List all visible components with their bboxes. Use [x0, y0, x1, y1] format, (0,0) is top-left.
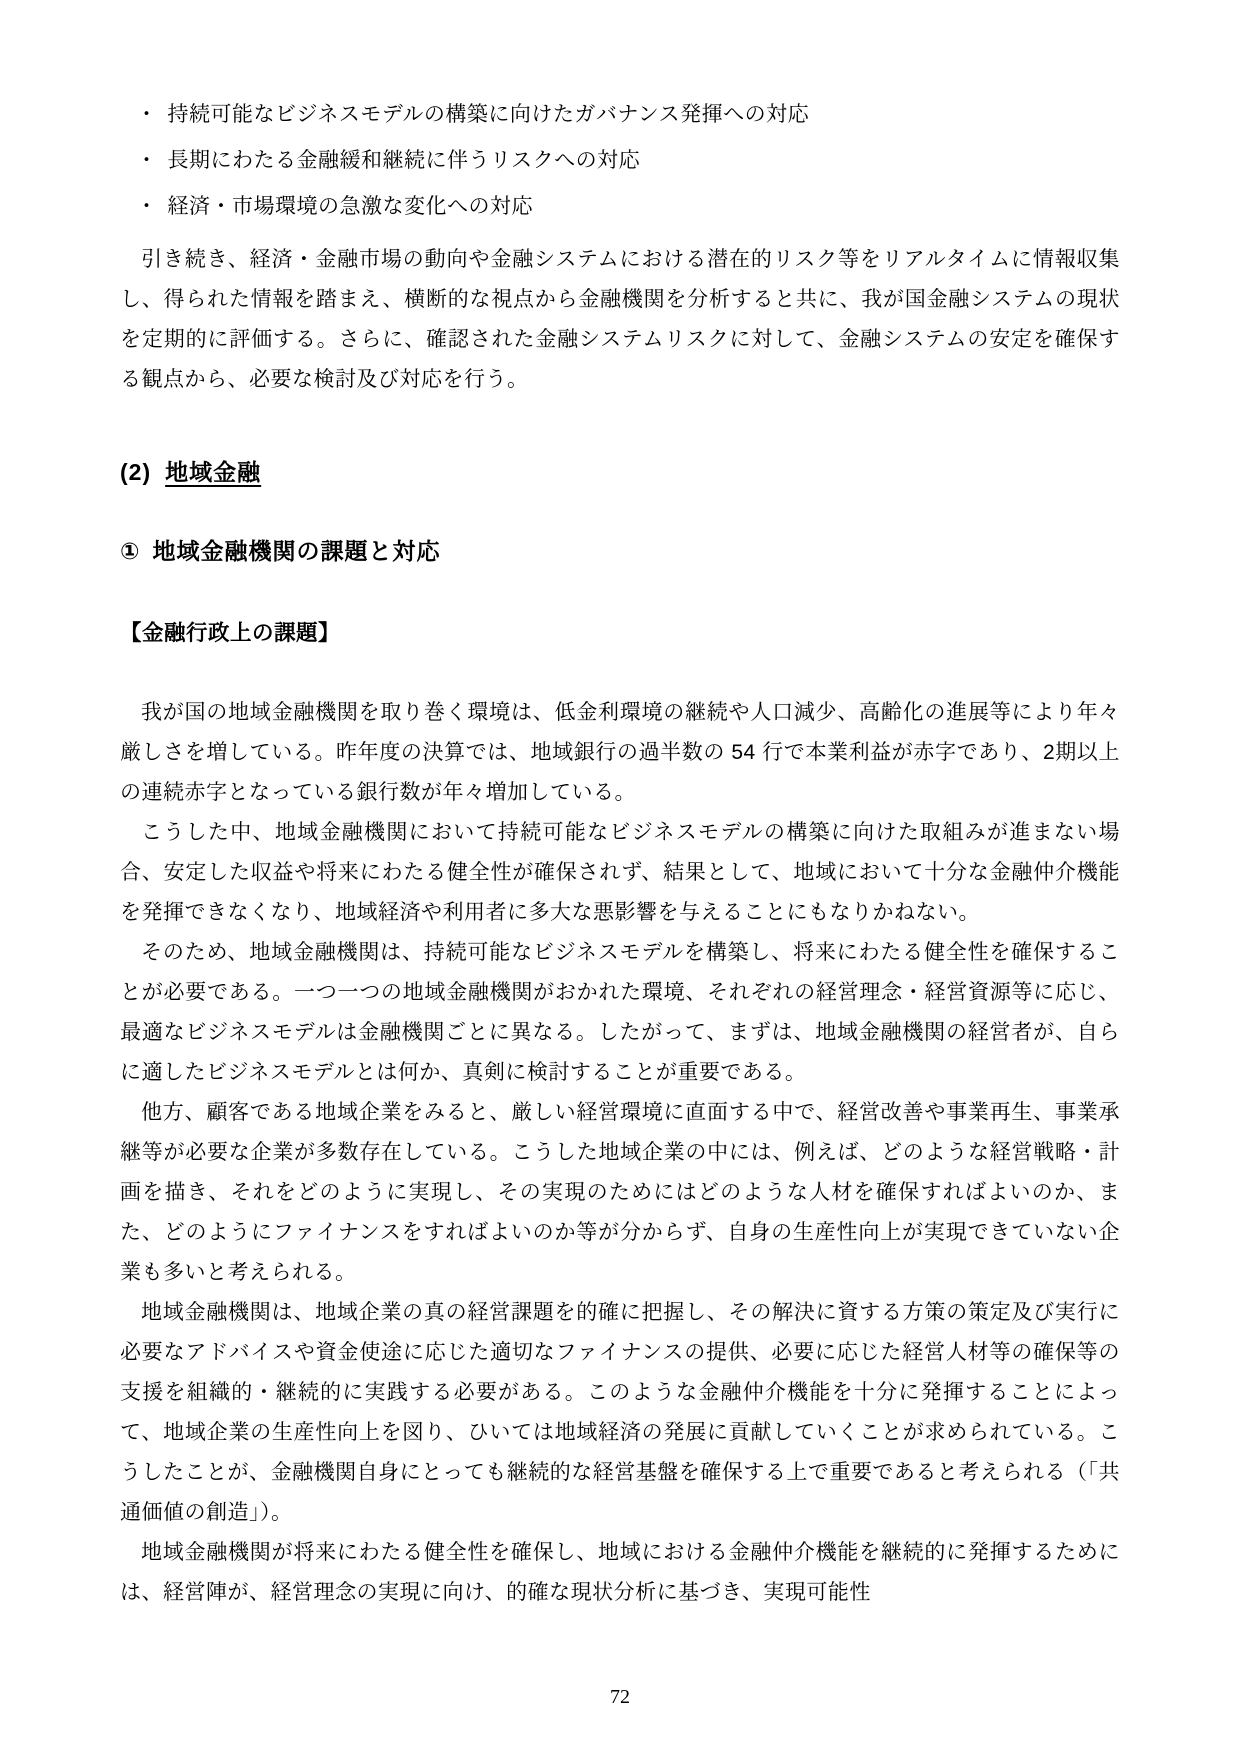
- intro-paragraph: 引き続き、経済・金融市場の動向や金融システムにおける潜在的リスク等をリアルタイムに情報収集し、得られた情報を踏まえ、横断的な視点から金融機関を分析すると共に、我が国金融システムの現状を定期的に評価する。さらに、確認された金融システムリスクに対して、金融システムの安定を確保する観点から、必要な検討及び対応を行う。: [120, 248, 1120, 391]
- bullet-text: 長期にわたる金融緩和継続に伴うリスクへの対応: [167, 149, 641, 172]
- subsection-number-icon: ①: [120, 538, 141, 564]
- page-number: 72: [610, 1686, 630, 1708]
- body-text: [120, 693, 1120, 1613]
- topic-label: 【金融行政上の課題】: [120, 621, 341, 645]
- body-paragraph: 我が国の地域金融機関を取り巻く環境は、低金利環境の継続や人口減少、高齢化の進展等により年々厳しさを増している。昨年度の決算では、地域銀行の過半数の 54 行で本業利益が赤字であり、2期以上の連続赤字となっている銀行数が年々増加している。: [120, 701, 1120, 804]
- section-title: 地域金融: [165, 459, 262, 485]
- body-paragraph: そのため、地域金融機関は、持続可能なビジネスモデルを構築し、将来にわたる健全性を確保することが必要である。一つ一つの地域金融機関がおかれた環境、それぞれの経営理念・経営資源等に応じ、最適なビジネスモデルは金融機関ごとに異なる。したがって、まずは、地域金融機関の経営者が、自らに適したビジネスモデルとは何か、真剣に検討することが重要である。: [120, 941, 1120, 1084]
- bullet-marker: ・: [136, 103, 158, 126]
- bullet-item: [136, 148, 1120, 174]
- bullet-item: [136, 102, 1120, 128]
- body-paragraph: 地域金融機関は、地域企業の真の経営課題を的確に把握し、その解決に資する方策の策定及び実行に必要なアドバイスや資金使途に応じた適切なファイナンスの提供、必要に応じた経営人材等の確保等の支援を組織的・継続的に実践する必要がある。このような金融仲介機能を十分に発揮することによって、地域企業の生産性向上を図り、ひいては地域経済の発展に貢献していくことが求められている。こうしたことが、金融機関自身にとっても継続的な経営基盤を確保する上で重要であると考えられる（「共通価値の創造」）。: [120, 1301, 1120, 1524]
- bullet-text: 経済・市場環境の急激な変化への対応: [167, 195, 533, 218]
- bullet-text: 持続可能なビジネスモデルの構築に向けたガバナンス発揮への対応: [167, 103, 810, 126]
- body-paragraph: こうした中、地域金融機関において持続可能なビジネスモデルの構築に向けた取組みが進まない場合、安定した収益や将来にわたる健全性が確保されず、結果として、地域において十分な金融仲介機能を発揮できなくなり、地域経済や利用者に多大な悪影響を与えることにもなりかねない。: [120, 821, 1120, 924]
- body-paragraph: 地域金融機関が将来にわたる健全性を確保し、地域における金融仲介機能を継続的に発揮するためには、経営陣が、経営理念の実現に向け、的確な現状分析に基づき、実現可能性: [120, 1541, 1120, 1604]
- bullet-marker: ・: [136, 149, 158, 172]
- body-paragraph: 他方、顧客である地域企業をみると、厳しい経営環境に直面する中で、経営改善や事業再生、事業承継等が必要な企業が多数存在している。こうした地域企業の中には、例えば、どのような経営戦略・計画を描き、それをどのように実現し、その実現のためにはどのような人材を確保すればよいのか、また、どのようにファイナンスをすればよいのか等が分からず、自身の生産性向上が実現できていない企業も多いと考えられる。: [120, 1101, 1120, 1284]
- bullet-marker: ・: [136, 195, 158, 218]
- subsection-title: 地域金融機関の課題と対応: [152, 538, 441, 564]
- subsection-heading: [120, 533, 1120, 566]
- section-number: (2): [120, 459, 152, 485]
- section-heading: [120, 454, 1120, 487]
- bullet-list: [136, 102, 1120, 220]
- bullet-item: [136, 194, 1120, 220]
